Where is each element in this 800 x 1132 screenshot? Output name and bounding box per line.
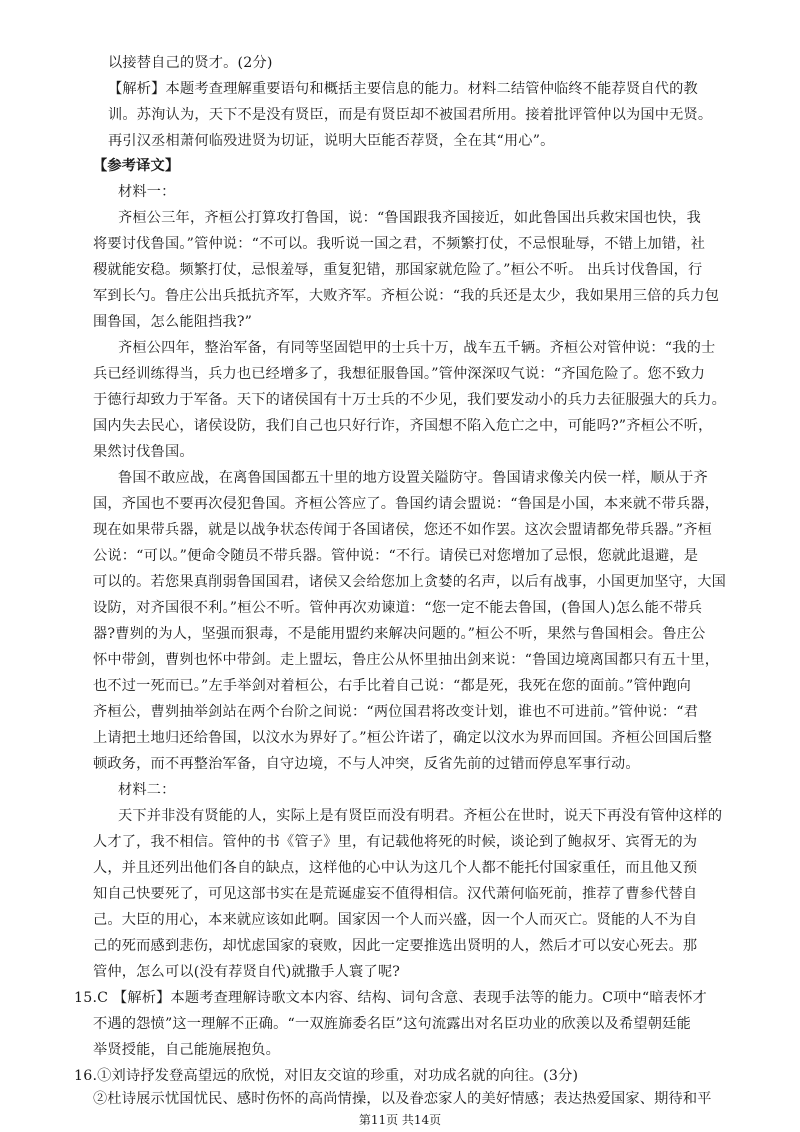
text-line: 齐桓公三年，齐桓公打算攻打鲁国，说：“鲁国跟我齐国接近，如此鲁国出兵救宋国也快，我: [118, 210, 701, 226]
text-line: 军到长勺。鲁庄公出兵抵抗齐军，大败齐军。齐桓公说：“我的兵还是太少，我如果用三倍的兵力包: [93, 288, 720, 304]
text-line: 兵已经训练得当，兵力也已经增多了，我想征服鲁国。”管仲深深叹气说：“齐国危险了。您不致力: [93, 366, 706, 382]
analysis-line: 训。苏洵认为，天下不是没有贤臣，而是有贤臣却不被国君所用。接着批评管仲以为国中无贤。: [108, 107, 713, 123]
text-line: 人才了，我不相信。管仲的书《管子》里，有记载他将死的时候，谈论到了鲍叔牙、宾胥无的为: [93, 834, 698, 850]
text-line: 围鲁国，怎么能阻挡我?”: [93, 314, 253, 330]
text-line: 国，齐国也不要再次侵犯鲁国。齐桓公答应了。鲁国约请会盟说：“鲁国是小国，本来就不带兵器，: [93, 496, 720, 512]
answer-15-line: 举贤授能，自己能施展抱负。: [93, 1042, 281, 1058]
analysis-line: 再引汉丞相萧何临殁进贤为切证，说明大臣能否荐贤，全在其“用心”。: [108, 133, 555, 149]
text-line: 可以的。若您果真削弱鲁国国君，诸侯又会给您加上贪婪的名声，以后有战事，小国更加坚守，大国: [93, 574, 727, 590]
text-line: 知自己快要死了，可见这部书实在是荒诞虚妄不值得相信。汉代萧何临死前，推荐了曹参代替自: [93, 886, 698, 902]
text-line: 管仲，怎么可以(没有荐贤自代)就撒手人寰了呢?: [93, 964, 401, 980]
text-line: 以接替自己的贤才。(2分): [108, 55, 273, 71]
text-line: 果然讨伐鲁国。: [93, 444, 194, 460]
text-line: 将要讨伐鲁国。”管仲说：“不可以。我听说一国之君，不频繁打仗，不忌恨耻辱，不错上加错，社: [93, 236, 706, 252]
text-line: 稷就能安稳。频繁打仗，忌恨羞辱，重复犯错，那国家就危险了。”桓公不听。 出兵讨伐鲁国，行: [93, 262, 703, 278]
text-line: 鲁国不敢应战，在离鲁国国都五十里的地方设置关隘防守。鲁国请求像关内侯一样，顺从于齐: [118, 470, 708, 486]
text-line: 公说：“可以。”便命令随员不带兵器。管仲说：“不行。请侯已对您增加了忌恨，您就此退避，是: [93, 548, 699, 564]
answer-16-line: 16.①刘诗抒发登高望远的欣悦，对旧友交谊的珍重，对功成名就的向往。(3分): [74, 1068, 579, 1084]
text-line: 人，并且还列出他们各自的缺点，这样他的心中认为这几个人都不能托付国家重任，而且他又预: [93, 860, 698, 876]
subheading: 材料一：: [118, 184, 176, 200]
section-heading: 【参考译文】: [93, 158, 180, 174]
page-footer: 第11页 共14页: [358, 1113, 442, 1127]
answer-15-line: 15.C 【解析】本题考查理解诗歌文本内容、结构、词句含意、表现手法等的能力。C项中“暗表怀才: [74, 990, 707, 1006]
text-line: 国内失去民心，诸侯设防，我们自己也只好行诈，齐国想不陷入危亡之中，可能吗?”齐桓公不听，: [93, 418, 713, 434]
text-line: 齐桓公，曹刿抽举剑站在两个台阶之间说：“两位国君将改变计划，谁也不可进前。”管仲说：“君: [93, 704, 699, 720]
subheading: 材料二：: [118, 782, 176, 798]
text-line: 也不过一死而已。”左手举剑对着桓公，右手比着自己说：“都是死，我死在您的面前。”管仲跑向: [93, 678, 692, 694]
text-line: 顿政务，而不再整治军备，自守边境，不与人冲突，反省先前的过错而停息军事行动。: [93, 756, 640, 772]
analysis-line: 【解析】本题考查理解重要语句和概括主要信息的能力。材料二结管仲临终不能荐贤自代的教: [108, 81, 698, 97]
text-line: 天下并非没有贤能的人，实际上是有贤臣而没有明君。齐桓公在世时，说天下再没有管仲这样的: [118, 808, 723, 824]
text-line: 己的死而感到悲伤，却忧虑国家的衰败，因此一定要推选出贤明的人，然后才可以安心死去。那: [93, 938, 698, 954]
text-line: 齐桓公四年，整治军备，有同等坚固铠甲的士兵十万，战车五千辆。齐桓公对管仲说：“我的士: [118, 340, 716, 356]
text-line: 现在如果带兵器，就是以战争状态传闻于各国诸侯，您还不如作罢。这次会盟请都免带兵器。”齐桓: [93, 522, 713, 538]
text-line: 怀中带剑，曹刿也怀中带剑。走上盟坛，鲁庄公从怀里抽出剑来说：“鲁国边境离国都只有五十里，: [93, 652, 720, 668]
text-line: 器?曹刿的为人，坚强而狠毒，不是能用盟约来解决问题的。”桓公不听，果然与鲁国相会。鲁庄公: [93, 626, 706, 642]
text-line: 己。大臣的用心，本来就应该如此啊。国家因一个人而兴盛，因一个人而灭亡。贤能的人不为自: [93, 912, 698, 928]
answer-15-line: 不遇的怨愤”这一理解不正确。“一双旌旆委名臣”这句流露出对名臣功业的欣羡以及希望朝廷能: [93, 1016, 691, 1032]
text-line: 上请把土地归还给鲁国，以汶水为界好了。”桓公许诺了，确定以汶水为界而回国。齐桓公回国后整: [93, 730, 713, 746]
answer-16-line: ②杜诗展示忧国忧民、感时伤怀的高尚情操，以及眷恋家人的美好情感；表达热爱国家、期待和平: [93, 1091, 712, 1107]
text-line: 于德行却致力于军备。天下的诸侯国有十万士兵的不少见，我们要发动小的兵力去征服强大的兵力。: [93, 392, 727, 408]
text-line: 设防，对齐国很不利。”桓公不听。管仲再次劝谏道：“您一定不能去鲁国，(鲁国人)怎么能不带兵: [93, 600, 703, 616]
